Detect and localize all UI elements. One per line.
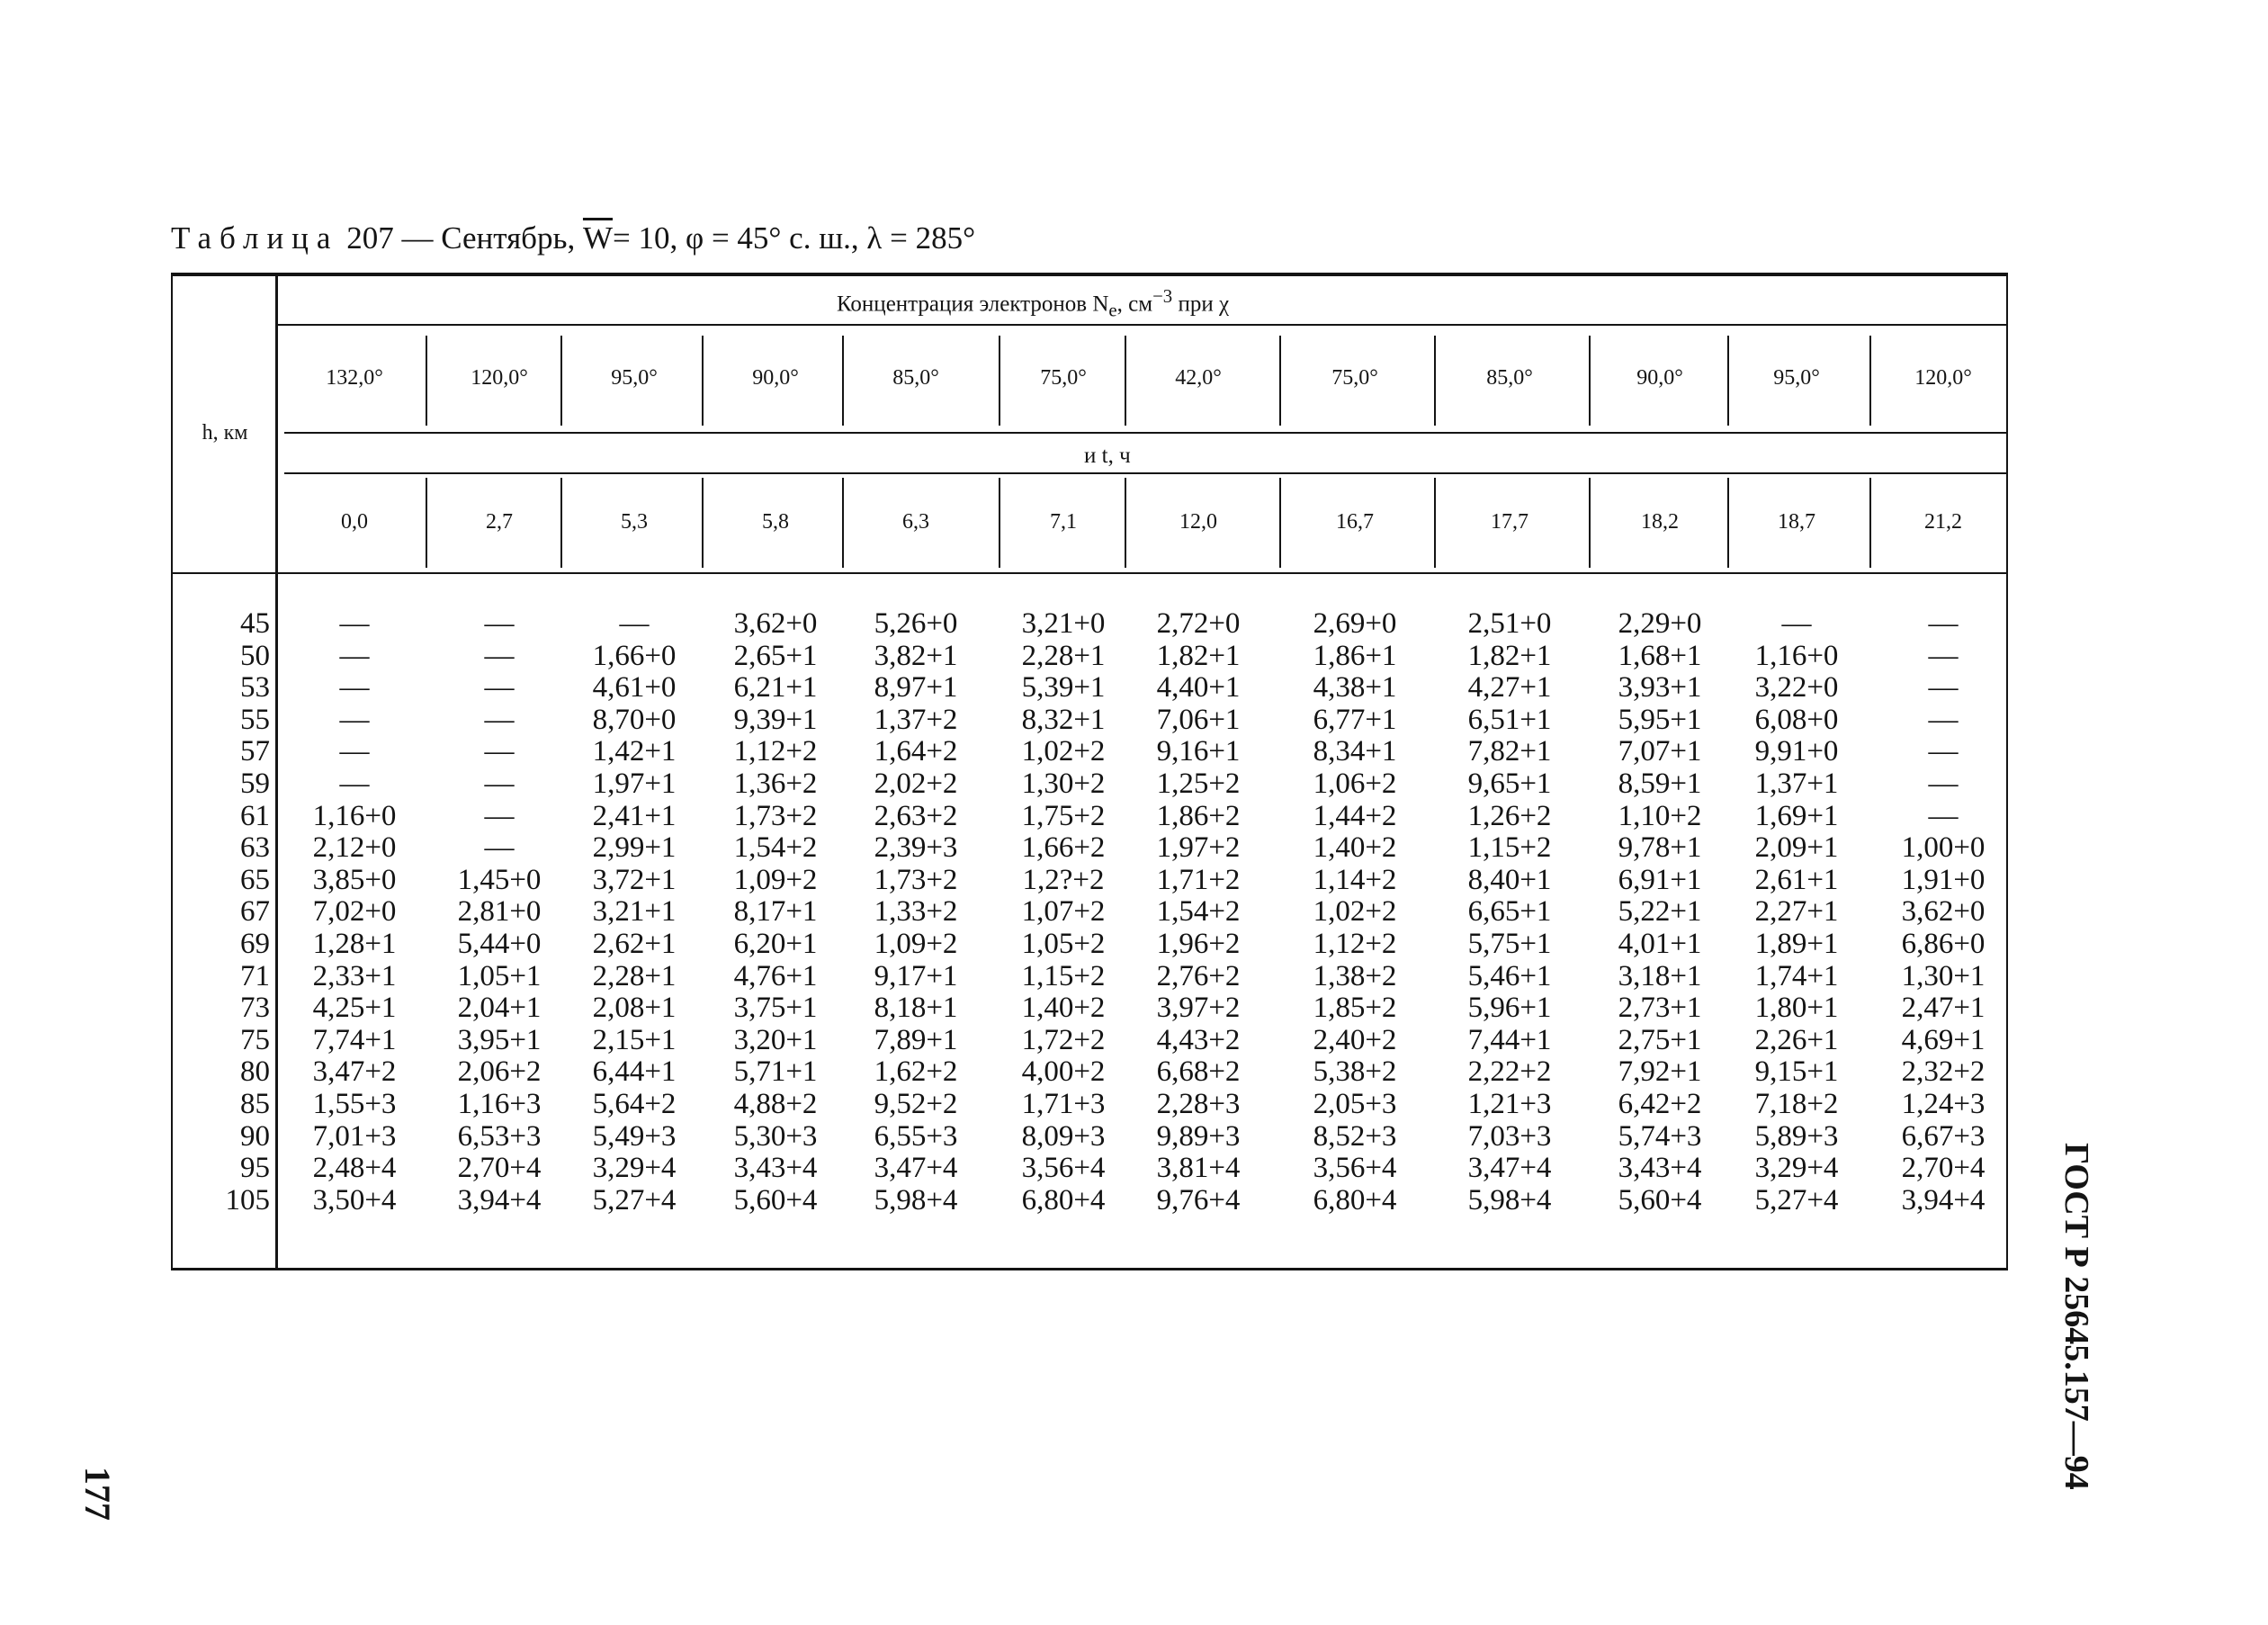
table-cell: 2,62+1	[592, 928, 677, 960]
table-cell: —	[484, 671, 515, 705]
table-cell: 1,69+1	[1754, 799, 1839, 832]
table-cell: 1,97+2	[1156, 831, 1241, 865]
table-cell: 1,07+2	[1021, 895, 1106, 929]
t-header-cell: 6,3	[902, 510, 929, 534]
t-header-cell: 12,0	[1179, 510, 1217, 534]
table-cell: —	[339, 768, 370, 800]
table-cell: 7,01+3	[312, 1119, 397, 1153]
table-cell: 9,39+1	[733, 703, 818, 736]
table-cell: 3,56+4	[1021, 1152, 1106, 1185]
table-cell: 3,47+4	[874, 1152, 958, 1185]
table-cell: 6,68+2	[1156, 1055, 1241, 1089]
table-cell: —	[484, 639, 515, 672]
table-cell: 8,34+1	[1313, 735, 1397, 768]
table-cell: 2,32+2	[1901, 1055, 1986, 1089]
table-cell: 1,16+0	[312, 799, 397, 832]
table-cell: 4,88+2	[733, 1088, 818, 1120]
table-cell: 7,06+1	[1156, 703, 1241, 736]
table-cell: 5,46+1	[1467, 959, 1552, 992]
caption-w-symbol: $\overline{W}$	[582, 220, 613, 256]
table-cell: 1,25+2	[1156, 768, 1241, 800]
table-cell: 3,82+1	[874, 639, 958, 672]
table-cell: 7,18+2	[1754, 1088, 1839, 1120]
table-cell: 7,74+1	[312, 1023, 397, 1056]
table-cell: 2,02+2	[874, 768, 958, 800]
table-cell: 1,14+2	[1313, 863, 1397, 896]
table-cell: 1,75+2	[1021, 799, 1106, 832]
table-cell: 7,89+1	[874, 1023, 958, 1056]
table-cell: 6,91+1	[1618, 863, 1702, 896]
table-cell: 2,28+1	[1021, 639, 1106, 672]
table-cell: 2,99+1	[592, 831, 677, 865]
table-cell: 2,48+4	[312, 1152, 397, 1185]
table-cell: 1,66+2	[1021, 831, 1106, 865]
table-cell: 2,69+0	[1313, 607, 1397, 640]
table-cell: 9,52+2	[874, 1088, 958, 1120]
t-header-cell: 5,8	[762, 510, 789, 534]
table-cell: —	[339, 639, 370, 672]
table-cell: 5,30+3	[733, 1119, 818, 1153]
table-cell: 1,26+2	[1467, 799, 1552, 832]
concentration-at: при χ	[1172, 292, 1230, 317]
table-cell: 1,21+3	[1467, 1088, 1552, 1120]
table-cell: 5,89+3	[1754, 1119, 1839, 1153]
table-cell: 1,12+2	[1313, 928, 1397, 960]
concentration-unit: , см	[1116, 292, 1153, 317]
row-h-value: 105	[225, 1183, 270, 1217]
table-cell: 5,95+1	[1618, 703, 1702, 736]
table-cell: 2,65+1	[733, 639, 818, 672]
table-cell: 3,18+1	[1618, 959, 1702, 992]
table-cell: —	[339, 703, 370, 736]
table-cell: 1,74+1	[1754, 959, 1839, 992]
table-cell: 8,70+0	[592, 703, 677, 736]
table-cell: 1,80+1	[1754, 992, 1839, 1025]
table-cell: 2,05+3	[1313, 1088, 1397, 1120]
table-cell: 3,29+4	[592, 1152, 677, 1185]
table-cell: 2,04+1	[457, 992, 542, 1025]
table-cell: 9,89+3	[1156, 1119, 1241, 1153]
table-cell: —	[1928, 607, 1959, 640]
table-cell: 2,08+1	[592, 992, 677, 1025]
table-cell: 2,06+2	[457, 1055, 542, 1089]
table-cell: —	[484, 831, 515, 865]
table-cell: 4,61+0	[592, 671, 677, 705]
table-cell: 2,73+1	[1618, 992, 1702, 1025]
table-cell: 1,71+2	[1156, 863, 1241, 896]
chi-header-cell: 95,0°	[611, 366, 658, 390]
table-cell: 1,82+1	[1156, 639, 1241, 672]
table-cell: 5,27+4	[1754, 1183, 1839, 1217]
t-header-cell: 16,7	[1336, 510, 1374, 534]
table-cell: 9,16+1	[1156, 735, 1241, 768]
table-cell: 2,29+0	[1618, 607, 1702, 640]
chi-header-cell: 90,0°	[752, 366, 799, 390]
table-cell: 2,63+2	[874, 799, 958, 832]
concentration-exp: −3	[1152, 285, 1173, 307]
table-cell: 1,96+2	[1156, 928, 1241, 960]
table-cell: 2,22+2	[1467, 1055, 1552, 1089]
table-cell: 3,94+4	[1901, 1183, 1986, 1217]
table-cell: —	[339, 671, 370, 705]
table-cell: 3,75+1	[733, 992, 818, 1025]
table-cell: 7,44+1	[1467, 1023, 1552, 1056]
table-cell: 4,76+1	[733, 959, 818, 992]
table-cell: 1,37+1	[1754, 768, 1839, 800]
table-cell: 1,71+3	[1021, 1088, 1106, 1120]
row-h-value: 80	[240, 1055, 270, 1089]
table-cell: 3,62+0	[733, 607, 818, 640]
table-cell: 4,69+1	[1901, 1023, 1986, 1056]
table-cell: 3,43+4	[1618, 1152, 1702, 1185]
table-cell: —	[1928, 735, 1959, 768]
concentration-label	[837, 285, 1229, 321]
chi-header-cell: 75,0°	[1040, 366, 1087, 390]
table-cell: 1,54+2	[733, 831, 818, 865]
row-h-value: 65	[240, 863, 270, 896]
table-cell: 3,97+2	[1156, 992, 1241, 1025]
table-cell: 6,51+1	[1467, 703, 1552, 736]
table-cell: 1,54+2	[1156, 895, 1241, 929]
table-cell: 5,60+4	[733, 1183, 818, 1217]
table-cell: 6,20+1	[733, 928, 818, 960]
table-cell: 5,22+1	[1618, 895, 1702, 929]
table-cell: 5,71+1	[733, 1055, 818, 1089]
table-cell: 7,07+1	[1618, 735, 1702, 768]
table-cell: 5,44+0	[457, 928, 542, 960]
table-cell: 2,76+2	[1156, 959, 1241, 992]
table-cell: 2,26+1	[1754, 1023, 1839, 1056]
row-h-value: 73	[240, 992, 270, 1025]
table-cell: 2,81+0	[457, 895, 542, 929]
table-cell: 6,86+0	[1901, 928, 1986, 960]
table-cell: 6,80+4	[1313, 1183, 1397, 1217]
table-cell: 1,2?+2	[1022, 863, 1105, 896]
table-cell: 6,21+1	[733, 671, 818, 705]
table-cell: 1,28+1	[312, 928, 397, 960]
chi-header-cell: 120,0°	[471, 366, 528, 390]
table-cell: 9,17+1	[874, 959, 958, 992]
table-cell: 7,92+1	[1618, 1055, 1702, 1089]
table-cell: 1,82+1	[1467, 639, 1552, 672]
table-cell: 6,08+0	[1754, 703, 1839, 736]
table-cell: 4,40+1	[1156, 671, 1241, 705]
table-cell: —	[1928, 639, 1959, 672]
table-cell: 3,56+4	[1313, 1152, 1397, 1185]
table-cell: 1,62+2	[874, 1055, 958, 1089]
table-cell: 1,42+1	[592, 735, 677, 768]
table-cell: —	[484, 799, 515, 832]
table-cell: 1,15+2	[1021, 959, 1106, 992]
table-cell: 6,53+3	[457, 1119, 542, 1153]
table-cell: 2,12+0	[312, 831, 397, 865]
table-bottom-rule	[171, 1268, 2008, 1270]
table-cell: 4,43+2	[1156, 1023, 1241, 1056]
table-cell: 1,68+1	[1618, 639, 1702, 672]
table-cell: —	[619, 607, 650, 640]
table-cell: —	[339, 735, 370, 768]
table-cell: 1,86+1	[1313, 639, 1397, 672]
table-cell: 3,22+0	[1754, 671, 1839, 705]
table-cell: —	[484, 703, 515, 736]
row-h-value: 50	[240, 639, 270, 672]
t-header-cell: 21,2	[1924, 510, 1962, 534]
table-cell: —	[1928, 799, 1959, 832]
table-cell: 1,86+2	[1156, 799, 1241, 832]
chi-header-cell: 75,0°	[1331, 366, 1378, 390]
table-cell: 5,96+1	[1467, 992, 1552, 1025]
table-cell: 3,94+4	[457, 1183, 542, 1217]
table-cell: 3,81+4	[1156, 1152, 1241, 1185]
table-cell: 5,49+3	[592, 1119, 677, 1153]
table-cell: 6,65+1	[1467, 895, 1552, 929]
table-cell: 3,47+4	[1467, 1152, 1552, 1185]
table-cell: 1,05+1	[457, 959, 542, 992]
table-cell: 1,00+0	[1901, 831, 1986, 865]
chi-header-cell: 85,0°	[1486, 366, 1533, 390]
table-cell: 2,41+1	[592, 799, 677, 832]
row-h-value: 95	[240, 1152, 270, 1185]
row-h-value: 57	[240, 735, 270, 768]
row-h-value: 75	[240, 1023, 270, 1056]
table-cell: 6,44+1	[592, 1055, 677, 1089]
t-header-cell: 5,3	[621, 510, 648, 534]
table-cell: 8,52+3	[1313, 1119, 1397, 1153]
table-cell: —	[1781, 607, 1812, 640]
table-cell: 8,97+1	[874, 671, 958, 705]
row-h-value: 85	[240, 1088, 270, 1120]
table-cell: 4,00+2	[1021, 1055, 1106, 1089]
table-cell: —	[1928, 703, 1959, 736]
data-table	[171, 273, 2008, 1271]
table-cell: 1,15+2	[1467, 831, 1552, 865]
table-cell: 3,21+1	[592, 895, 677, 929]
table-top-rule	[171, 273, 2008, 276]
t-header-cell: 18,2	[1641, 510, 1679, 534]
table-cell: 1,02+2	[1021, 735, 1106, 768]
row-h-value: 61	[240, 799, 270, 832]
row-h-value: 90	[240, 1119, 270, 1153]
table-cell: 3,62+0	[1901, 895, 1986, 929]
chi-header-cell: 120,0°	[1914, 366, 1972, 390]
table-cell: 5,26+0	[874, 607, 958, 640]
table-cell: 1,09+2	[733, 863, 818, 896]
table-cell: 1,10+2	[1618, 799, 1702, 832]
header-bottom-rule	[171, 572, 2008, 574]
table-caption	[171, 220, 975, 256]
table-cell: 1,38+2	[1313, 959, 1397, 992]
table-cell: 5,64+2	[592, 1088, 677, 1120]
table-cell: 1,45+0	[457, 863, 542, 896]
table-cell: 1,30+1	[1901, 959, 1986, 992]
row-h-value: 69	[240, 928, 270, 960]
table-cell: 5,75+1	[1467, 928, 1552, 960]
time-label: и t, ч	[1084, 444, 1131, 468]
concentration-text: Концентрация электронов N	[837, 292, 1109, 317]
table-cell: 5,98+4	[874, 1183, 958, 1217]
table-cell: 1,30+2	[1021, 768, 1106, 800]
table-cell: 2,70+4	[1901, 1152, 1986, 1185]
table-cell: 8,18+1	[874, 992, 958, 1025]
table-cell: 9,78+1	[1618, 831, 1702, 865]
table-cell: 4,27+1	[1467, 671, 1552, 705]
table-cell: 6,80+4	[1021, 1183, 1106, 1217]
t-header-cell: 0,0	[341, 510, 368, 534]
table-cell: 2,39+3	[874, 831, 958, 865]
table-cell: 3,85+0	[312, 863, 397, 896]
table-cell: 3,95+1	[457, 1023, 542, 1056]
table-cell: 5,39+1	[1021, 671, 1106, 705]
table-cell: 1,73+2	[874, 863, 958, 896]
row-h-value: 53	[240, 671, 270, 705]
table-cell: 1,16+0	[1754, 639, 1839, 672]
table-cell: 2,70+4	[457, 1152, 542, 1185]
t-header-cell: 17,7	[1491, 510, 1528, 534]
table-cell: 1,24+3	[1901, 1088, 1986, 1120]
table-cell: 3,72+1	[592, 863, 677, 896]
chi-header-cell: 132,0°	[326, 366, 383, 390]
table-cell: —	[1928, 671, 1959, 705]
row-h-value: 55	[240, 703, 270, 736]
table-cell: 3,29+4	[1754, 1152, 1839, 1185]
table-cell: —	[339, 607, 370, 640]
side-title: ГОСТ Р 25645.157—94	[2057, 1143, 2095, 1490]
table-cell: 3,50+4	[312, 1183, 397, 1217]
time-rule	[284, 472, 2008, 474]
caption-text-2: = 10, φ = 45° с. ш., λ = 285°	[613, 220, 976, 256]
row-h-value: 63	[240, 831, 270, 865]
table-cell: 1,09+2	[874, 928, 958, 960]
h-column-label: h, км	[202, 421, 248, 444]
row-h-value: 67	[240, 895, 270, 929]
table-cell: 3,20+1	[733, 1023, 818, 1056]
table-cell: 8,09+3	[1021, 1119, 1106, 1153]
table-cell: 2,15+1	[592, 1023, 677, 1056]
table-cell: 8,32+1	[1021, 703, 1106, 736]
table-cell: 1,06+2	[1313, 768, 1397, 800]
table-cell: 1,37+2	[874, 703, 958, 736]
table-cell: 2,75+1	[1618, 1023, 1702, 1056]
page-number: 177	[77, 1467, 118, 1521]
table-cell: 3,93+1	[1618, 671, 1702, 705]
table-cell: 9,65+1	[1467, 768, 1552, 800]
table-cell: 7,03+3	[1467, 1119, 1552, 1153]
table-cell: 1,44+2	[1313, 799, 1397, 832]
table-cell: 4,25+1	[312, 992, 397, 1025]
table-cell: 1,85+2	[1313, 992, 1397, 1025]
table-cell: 2,61+1	[1754, 863, 1839, 896]
table-cell: 5,74+3	[1618, 1119, 1702, 1153]
table-cell: 1,40+2	[1313, 831, 1397, 865]
table-cell: 1,72+2	[1021, 1023, 1106, 1056]
table-cell: 4,38+1	[1313, 671, 1397, 705]
table-cell: 1,91+0	[1901, 863, 1986, 896]
table-cell: 1,89+1	[1754, 928, 1839, 960]
chi-header-cell: 42,0°	[1175, 366, 1222, 390]
table-cell: 7,02+0	[312, 895, 397, 929]
table-cell: 2,51+0	[1467, 607, 1552, 640]
table-cell: 1,64+2	[874, 735, 958, 768]
table-cell: 1,02+2	[1313, 895, 1397, 929]
header-separator	[1279, 336, 1281, 426]
chi-header-cell: 90,0°	[1636, 366, 1683, 390]
table-cell: 2,09+1	[1754, 831, 1839, 865]
header-separator	[1279, 478, 1281, 568]
table-cell: 2,27+1	[1754, 895, 1839, 929]
t-header-cell: 7,1	[1050, 510, 1077, 534]
table-cell: —	[484, 768, 515, 800]
table-cell: —	[484, 735, 515, 768]
table-cell: 5,60+4	[1618, 1183, 1702, 1217]
table-cell: 8,40+1	[1467, 863, 1552, 896]
table-cell: 3,43+4	[733, 1152, 818, 1185]
table-cell: 6,67+3	[1901, 1119, 1986, 1153]
caption-text-1: 207 — Сентябрь,	[346, 220, 583, 256]
table-cell: 1,36+2	[733, 768, 818, 800]
chi-header-cell: 85,0°	[892, 366, 939, 390]
header-separator	[1434, 336, 1436, 426]
table-cell: 5,38+2	[1313, 1055, 1397, 1089]
table-cell: 8,59+1	[1618, 768, 1702, 800]
table-cell: 2,33+1	[312, 959, 397, 992]
chi-rule	[284, 432, 2008, 434]
table-cell: 2,47+1	[1901, 992, 1986, 1025]
table-cell: 5,98+4	[1467, 1183, 1552, 1217]
table-cell: 3,47+2	[312, 1055, 397, 1089]
table-cell: 1,16+3	[457, 1088, 542, 1120]
table-cell: 6,42+2	[1618, 1088, 1702, 1120]
concentration-sub: e	[1108, 299, 1117, 321]
row-h-value: 45	[240, 607, 270, 640]
table-cell: 1,55+3	[312, 1088, 397, 1120]
table-cell: 8,17+1	[733, 895, 818, 929]
chi-header-cell: 95,0°	[1773, 366, 1820, 390]
table-cell: —	[484, 607, 515, 640]
table-cell: 2,28+3	[1156, 1088, 1241, 1120]
row-h-value: 71	[240, 959, 270, 992]
table-cell: 6,55+3	[874, 1119, 958, 1153]
table-cell: 5,27+4	[592, 1183, 677, 1217]
table-cell: 9,76+4	[1156, 1183, 1241, 1217]
table-cell: 1,05+2	[1021, 928, 1106, 960]
table-cell: 4,01+1	[1618, 928, 1702, 960]
t-header-cell: 2,7	[486, 510, 513, 534]
table-cell: 6,77+1	[1313, 703, 1397, 736]
concentration-rule	[277, 324, 2008, 326]
t-header-cell: 18,7	[1778, 510, 1815, 534]
table-cell: 1,12+2	[733, 735, 818, 768]
row-h-value: 59	[240, 768, 270, 800]
table-cell: 3,21+0	[1021, 607, 1106, 640]
caption-word: Таблица	[171, 220, 339, 256]
table-cell: 2,40+2	[1313, 1023, 1397, 1056]
table-cell: 9,91+0	[1754, 735, 1839, 768]
table-cell: 1,97+1	[592, 768, 677, 800]
header-separator	[1434, 478, 1436, 568]
table-cell: 1,33+2	[874, 895, 958, 929]
table-cell: 1,40+2	[1021, 992, 1106, 1025]
table-cell: 2,28+1	[592, 959, 677, 992]
table-cell: 9,15+1	[1754, 1055, 1839, 1089]
table-cell: 1,73+2	[733, 799, 818, 832]
table-cell: 2,72+0	[1156, 607, 1241, 640]
table-cell: 1,66+0	[592, 639, 677, 672]
table-cell: 7,82+1	[1467, 735, 1552, 768]
table-cell: —	[1928, 768, 1959, 800]
